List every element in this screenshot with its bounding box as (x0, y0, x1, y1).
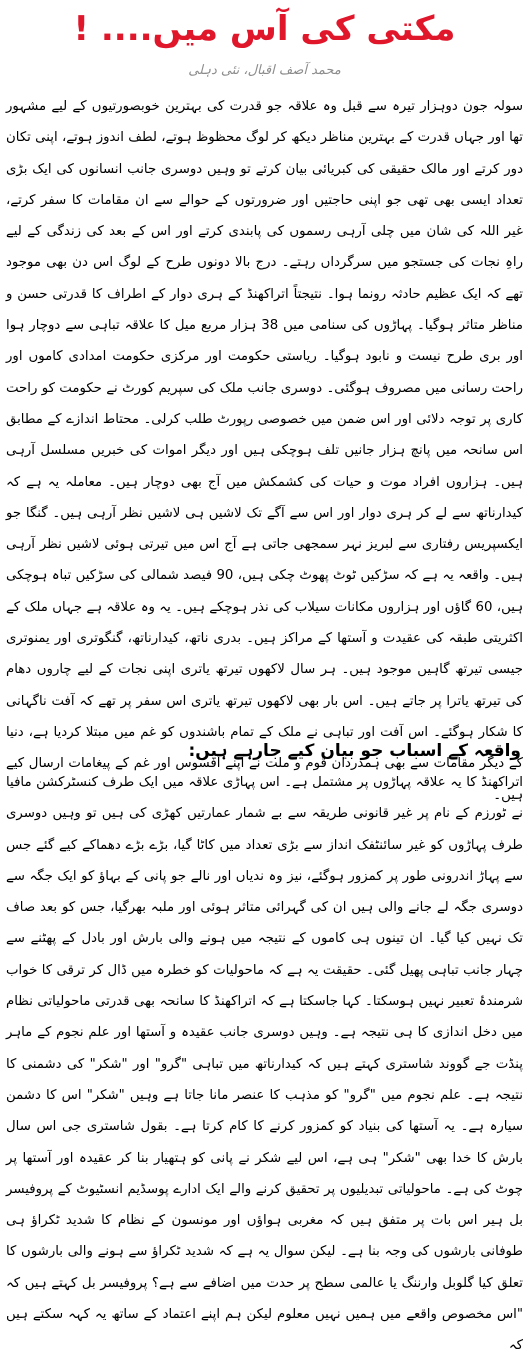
section-heading: واقعہ کے اسباب جو بیان کیے جارہے ہیں: (188, 741, 521, 761)
article-byline: محمد آصف اقبال، نئی دہلی (188, 63, 341, 78)
article-paragraph: سولہ جون دوہزار تیرہ سے قبل وہ علاقہ جو قدرت کی بہترین خوبصورتیوں کے لیے مشہور تھا اور جہاں قدرت کے بہترین مناظر دیکھ کر لوگ محظوظ ہوتے، لطف اندوز ہوتے، اپنی تکان دور کرتے اور مالک حقیقی کی کبریائی بیان کرتے تو وہیں دوسری جانب انسانوں کی ایک بڑی تعداد ایسی بھی تھی جو اپنی حاجتیں اور ضرورتوں کے حوالے سے ان مقامات کا سفر کرتے، غیر اللہ کی شان میں چلی آرہی رسموں کی پابندی کرتے اور اس کے بعد کی زندگی کے لیے راہِ نجات کی جستجو میں سرگرداں رہتے۔ درج بالا دونوں طرح کے لوگ اس دن بھی موجود تھے کہ ایک عظیم حادثہ رونما ہوا۔ نتیجتاً اتراکھنڈ کے ہری دوار کے اطراف کا قدرتی حسن و مناظر متاثر ہوگیا۔ پہاڑوں کی سنامی میں 38 ہزار مربع میل کا علاقہ تباہی سے دوچار ہوا اور بری طرح نیست و نابود ہوگیا۔ ریاستی حکومت اور مرکزی حکومت امدادی کاموں اور راحت رسانی میں مصروف ہوگئی۔ دوسری جانب ملک کی سپریم کورٹ نے حکومت کو راحت کاری پر توجہ دلائی اور اس ضمن میں خصوصی رپورٹ طلب کرلی۔ محتاط اندازے کے مطابق اس سانحہ میں پانچ ہزار جانیں تلف ہوچکی ہیں اور دیگر اموات کی خبریں مسلسل آرہی ہیں۔ ہزاروں افراد موت و حیات کی کشمکش میں آج بھی دوچار ہیں۔ معاملہ یہ ہے کہ کیدارناتھ سے لے کر ہری دوار اور اس سے آگے تک لاشیں ہی لاشیں نظر آرہی ہیں۔ گنگا جو ایکسپریس رفتاری سے لبریز نہر سمجھی جاتی ہے آج اس میں تیرتی ہوئی لاشیں نظر آرہی ہیں۔ واقعہ یہ ہے کہ سڑکیں ٹوٹ پھوٹ چکی ہیں، 90 فیصد شمالی کی سڑکیں تباہ ہوچکی ہیں، 60 گاؤں اور ہزاروں مکانات سیلاب کی نذر ہوچکے ہیں۔ یہ وہ علاقہ ہے جہاں ملک کے اکثریتی طبقہ کی عقیدت و آستھا کے مراکز ہیں۔ بدری ناتھ، کیدارناتھ، گنگوتری اور یمنوتری جیسی تیرتھ گاہیں موجود ہیں۔ ہر سال لاکھوں تیرتھ یاتری اپنی نجات کے لیے چاروں دھام کی تیرتھ یاترا پر جاتے ہیں۔ اس بار بھی لاکھوں تیرتھ یاتری اس سفر پر تھے کہ آفت ناگہانی کا شکار ہوگئے۔ اس آفت اور تباہی نے ملک کے تمام باشندوں کو غم میں مبتلا کردیا ہے، دنیا کے دیگر مقامات سے بھی ہمدردان قوم و ملت نے اپنے افسوس اور غم کے پیغامات ارسال کیے ہیں۔ (6, 99, 523, 803)
article-paragraph: اتراکھنڈ کا یہ علاقہ پہاڑوں پر مشتمل ہے۔ اس پہاڑی علاقہ میں ایک طرف کنسٹرکشن مافیا نے ٹورزم کے نام پر غیر قانونی طریقہ سے بے شمار عمارتیں کھڑی کی ہیں تو وہیں دوسری طرف پہاڑوں کو غیر سائنٹفک انداز سے بڑی تعداد میں کاٹا گیا، بڑے بڑے دھماکے کیے گئے جس سے پہاڑ اندرونی طور پر کمزور ہوگئے، نیز وہ ندیاں اور نالے جو پانی کے بہاؤ کو ایک جگہ سے دوسری جگہ لے جانے والی ہیں ان کی گہرائی متاثر ہوئی اور ملبہ بھرگیا، جس کو بعد صاف تک نہیں کیا گیا۔ ان تینوں ہی کاموں کے نتیجہ میں ہونے والی بارش اور بادل کے پھٹنے سے چہار جانب تباہی پھیل گئی۔ حقیقت یہ ہے کہ ماحولیات کو خطرہ میں ڈال کر ترقی کا خواب شرمندۂ تعبیر نہیں ہوسکتا۔ کہا جاسکتا ہے کہ اتراکھنڈ کا سانحہ بھی قدرتی ماحولیاتی نظام میں دخل اندازی کا ہی نتیجہ ہے۔ وہیں دوسری جانب عقیدہ و آستھا اور علم نجوم کے ماہر پنڈت جے گووند شاستری کہتے ہیں کہ کیدارناتھ میں تباہی "گرو" اور "شکر" کی دشمنی کا نتیجہ ہے۔ علم نجوم میں "گرو" کو مذہب کا عنصر مانا جاتا ہے وہیں "شکر" اس کا دشمن سیارہ ہے۔ یہ آستھا کی بنیاد کو کمزور کرنے کا کام کرتا ہے۔ بقول شاستری جی اس سال بارش کا خدا بھی "شکر" ہی ہے، اس لیے شکر نے پانی کو ہتھیار بنا کر عقیدہ اور آستھا پر چوٹ کی ہے۔ ماحولیاتی تبدیلیوں پر تحقیق کرنے والے ایک ادارے پوسڈیم انسٹیوٹ کے پروفیسر بل ہیر اس بات پر متفق ہیں کہ مغربی ہواؤں اور مونسون کے نظام کا شدید ٹکراؤ ہی طوفانی بارشوں کی وجہ بنا ہے۔ لیکن سوال یہ ہے کہ شدید ٹکراؤ سے ہونے والی بارشوں کا تعلق کیا گلوبل وارننگ یا عالمی سطح پر حدت میں اضافے سے ہے؟ پروفیسر بل کہتے ہیں کہ "اس مخصوص واقعے میں ہمیں نہیں معلوم لیکن ہم اپنے اعتماد کے ساتھ یہ کہہ سکتے ہیں کہ (6, 775, 523, 1354)
article-title: مکتی کی آس میں.... ! (73, 9, 456, 49)
